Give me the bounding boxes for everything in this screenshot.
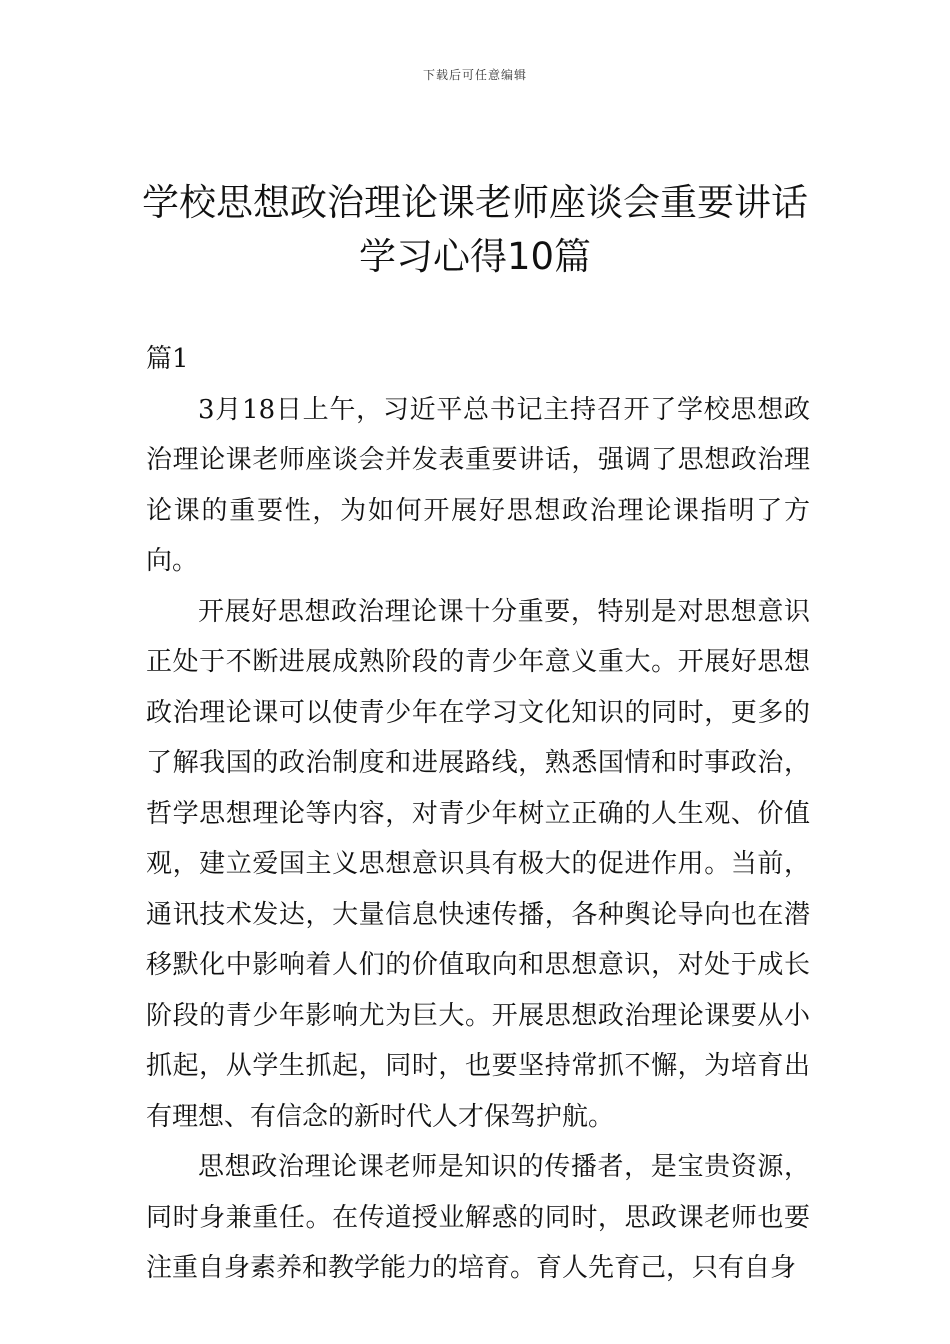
section-heading: 篇1 bbox=[146, 344, 189, 374]
paragraph-2: 开展好思想政治理论课十分重要，特别是对思想意识正处于不断进展成熟阶段的青少年意义重大。开展好思想政治理论课可以使青少年在学习文化知识的同时，更多的了解我国的政治制度和进展路线，熟悉国情和时事政治，哲学思想理论等内容，对青少年树立正确的人生观、价值观，建立爱国主义思想意识具有极大的促进作用。当前，通讯技术发达，大量信息快速传播，各种舆论导向也在潜移默化中影响着人们的价值取向和思想意识，对处于成长阶段的青少年影响尤为巨大。开展思想政治理论课要从小抓起，从学生抓起，同时，也要坚持常抓不懈，为培育出有理想、有信念的新时代人才保驾护航。 bbox=[146, 596, 810, 1132]
paragraph-1: 3月18日上午，习近平总书记主持召开了学校思想政治理论课老师座谈会并发表重要讲话，强调了思想政治理论课的重要性，为如何开展好思想政治理论课指明了方向。 bbox=[146, 394, 810, 576]
paragraph-3: 思想政治理论课老师是知识的传播者，是宝贵资源，同时身兼重任。在传道授业解惑的同时，思政课老师也要注重自身素养和教学能力的培育。育人先育己，只有自身 bbox=[146, 1152, 810, 1283]
title-line-2: 学习心得10篇 bbox=[358, 235, 592, 278]
title-line-1: 学校思想政治理论课老师座谈会重要讲话 bbox=[142, 181, 808, 224]
document-body bbox=[146, 334, 810, 1294]
header-note: 下载后可任意编辑 bbox=[422, 68, 527, 82]
document-title bbox=[120, 176, 830, 284]
